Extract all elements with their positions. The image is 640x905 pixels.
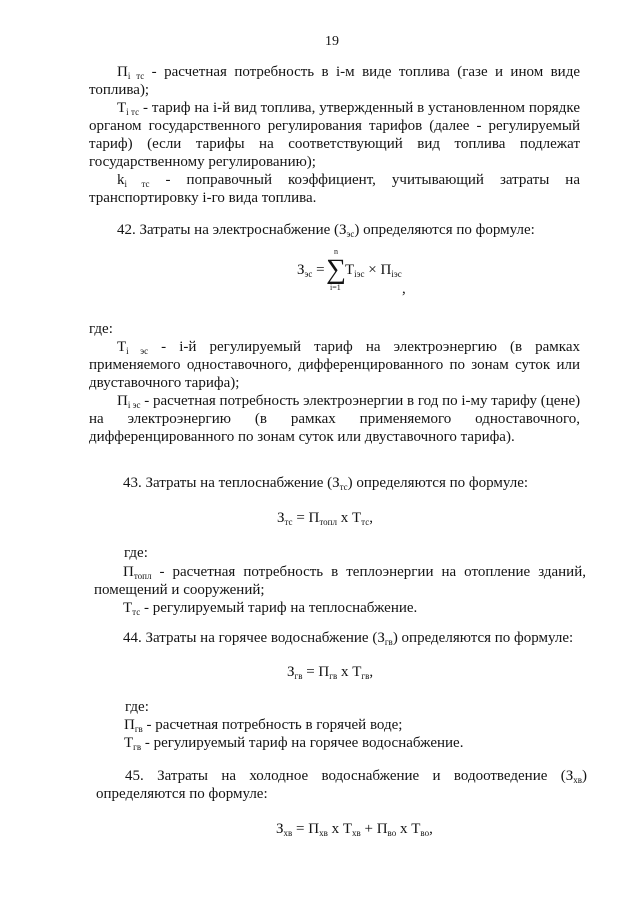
def-p-i-ts-cont: топлива); <box>89 82 150 98</box>
def-t-i-es-cont1: применяемого одноставочного, дифференцированного по зонам суток или <box>89 357 580 373</box>
item-44-heading: 44. Затраты на горячее водоснабжение $(З_{гв})$ определяются по формуле: <box>123 630 574 647</box>
def-t-i-es-cont2: двуставочного тарифа); <box>89 375 240 391</box>
where-label-44: где: <box>125 699 149 715</box>
where-label-42: где: <box>89 321 113 337</box>
formula-42-rhs: $Т_{iэс} \times П_{iэс}$ <box>345 262 402 279</box>
item-45-heading: 45. Затраты на холодное водоснабжение и водоотведение $(З_{хв})$ <box>125 768 587 785</box>
def-p-gv: $П_{гв}$ - расчетная потребность в горячей воде; <box>124 717 403 734</box>
formula-43: $З_{тс} = П_{топл}$ х $Т_{тс}$, <box>277 510 373 527</box>
formula-42-lhs: $З_{эс}$ = <box>297 262 325 279</box>
def-t-gv: $Т_{гв}$ - регулируемый тариф на горячее водоснабжение. <box>124 735 464 752</box>
item-42-heading: 42. Затраты на электроснабжение $(З_{эс})$ определяются по формуле: <box>117 222 535 239</box>
def-t-i-es: $Т_{i эс} - i-й$ регулируемый тариф на электроэнергию (в рамках <box>117 339 581 356</box>
def-p-i-es-cont1: на электроэнергию (в рамках применяемого одноставочного, <box>89 411 580 427</box>
formula-45: $З_{хв} = П_{хв}$ х $Т_{хв} + П_{во}$ х $Т_{во}$, <box>276 821 433 838</box>
def-p-topl-cont: помещений и сооружений; <box>94 582 265 598</box>
formula-42-sum: n ∑ i=1 <box>326 247 346 292</box>
def-k-i-ts-cont: транспортировку i-го вида топлива. <box>89 190 317 206</box>
where-label-43: где: <box>124 545 148 561</box>
def-p-i-es-cont2: дифференцированного по зонам суток или двуставочного тарифа). <box>89 429 515 445</box>
def-p-i-es: $П_{i эс}$ - расчетная потребность электроэнергии в год по i-му тарифу (цене) <box>117 393 581 410</box>
def-t-i-ts-cont2: тариф) (если тарифы на соответствующий вид топлива подлежат <box>89 136 580 152</box>
formula-44: $З_{гв} = П_{гв}$ х $Т_{гв}$, <box>287 664 374 681</box>
def-t-i-ts-cont3: государственному регулированию); <box>89 154 316 170</box>
def-p-topl: $П_{топл}$ - расчетная потребность в теплоэнергии на отопление зданий, <box>123 564 586 581</box>
item-43-heading: 43. Затраты на теплоснабжение $(З_{тс})$ определяются по формуле: <box>123 475 529 492</box>
formula-42-comma: , <box>402 281 406 297</box>
item-45-heading-cont: определяются по формуле: <box>96 786 268 802</box>
def-p-i-ts: $П_{i тс}$ - расчетная потребность в i-м виде топлива (газе и ином виде <box>117 64 580 81</box>
def-k-i-ts: $k_{i тс}$ - поправочный коэффициент, учитывающий затраты на <box>117 172 580 189</box>
page-number: 19 <box>325 34 339 49</box>
def-t-i-ts-cont1: органом государственного регулирования тарифов (далее - регулируемый <box>89 118 580 134</box>
def-t-i-ts: $Т_{i тс}$ - тариф на i-й вид топлива, утвержденный в установленном порядке <box>117 100 580 117</box>
def-t-ts: $Т_{тс}$ - регулируемый тариф на теплоснабжение. <box>123 600 418 617</box>
